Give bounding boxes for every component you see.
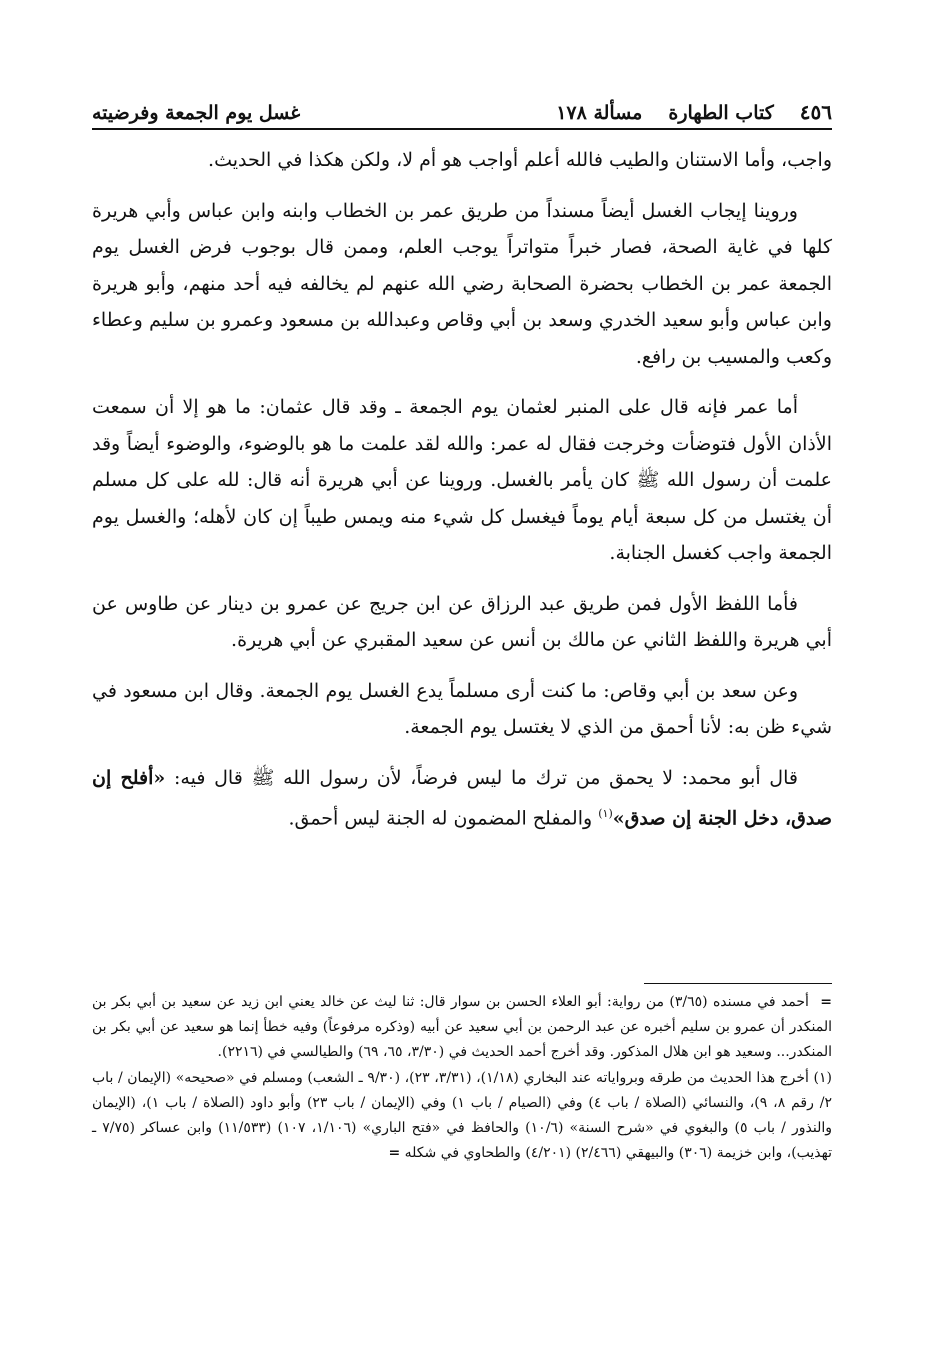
- footnote-1-continuation-mark: =: [388, 1145, 401, 1162]
- paragraph-3: أما عمر فإنه قال على المنبر لعثمان يوم الجمعة ـ وقد قال عثمان: ما هو إلا أن سمعت الأذان الأول فتوضأت وخرجت فقال له عمر: والله لقد علمت ما هو بالوضوء، والوضوء أيضاً وقد علمت أن رسول الله ﷺ كان يأمر بالغسل. وروينا عن أبي هريرة أنه قال: لله على كل مسلم أن يغتسل من كل سبعة أيام يوماً فيغسل كل شيء منه ويمس طيباً إن كان لأهله؛ والغسل يوم الجمعة واجب كغسل الجنابة.: [92, 396, 832, 564]
- footnote-continued: [92, 990, 832, 1066]
- running-header: [92, 88, 832, 130]
- paragraph-1: واجب، وأما الاستنان والطيب فالله أعلم أواجب هو أم لا، ولكن هكذا في الحديث.: [208, 149, 832, 171]
- book-title: كتاب الطهارة: [668, 102, 774, 124]
- paragraph-5: وعن سعد بن أبي وقاص: ما كنت أرى مسلماً يدع الغسل يوم الجمعة. وقال ابن مسعود في شيء ظن به: لأنا أحمق من الذي لا يغتسل يوم الجمعة.: [92, 679, 832, 738]
- hadith-quote: «أفلح إن صدق، دخل الجنة إن صدق»: [92, 766, 832, 830]
- footnote-1-number: (١): [813, 1069, 832, 1086]
- footnote-1-text: أخرج هذا الحديث من طرقه وبرواياته عند البخاري (١/١٨)، (٣/٣١، ٢٣)، (٩/٣٠ ـ الشعب) ومسلم في «صحيحه» (الإيمان / باب ٢/ رقم ٨، ٩)، والنسائي (الصلاة / باب ٤) وفي (الصيام / باب ١) وفي (الإيمان / باب ٢٣) وأبو داود (الصلاة / باب ١)، (الإيمان والنذور / باب ٥) والبغوي في «شرح السنة» (١٠/٦) والحافظ في «فتح الباري» (١/١٠٦، ١٠٧) (١١/٥٣٣) وابن عساكر (٧/٧٥ ـ تهذيب)، وابن خزيمة (٣٠٦) والبيهقي (٢/٤٦٦) (٤/٢٠١) والطحاوي في شكله: [92, 1069, 833, 1162]
- footnote-1: [92, 1066, 832, 1167]
- header-right: [556, 100, 832, 124]
- footnote-continued-text: أحمد في مسنده (٣/٦٥) من رواية: أبو العلاء الحسن بن سوار قال: ثنا ليث عن خالد يعني ابن زيد عن سعيد بن أبي بكر بن المنكدر أن عمرو بن سليم أخبره عن عبد الرحمن بن أبي سعيد عن أبيه (وذكره مرفوعاً) وفيه خطأ إنما هو سعيد عن أبي بكر بن المنكدر... وسعيد هو ابن هلال المذكور. وقد أخرج أحمد الحديث في (٣/٣٠، ٦٥، ٦٩) والطيالسي في (٢٢١٦).: [92, 994, 832, 1061]
- footnote-ref-1[interactable]: (١): [598, 807, 613, 820]
- footnote-divider: [644, 983, 832, 984]
- paragraph-2: وروينا إيجاب الغسل أيضاً مسنداً من طريق عمر بن الخطاب وابنه وابن عباس وأبي هريرة كلها في غاية الصحة، فصار خبراً متواتراً يوجب العلم، وممن قال بوجوب فرض الغسل يوم الجمعة عمر بن الخطاب بحضرة الصحابة رضي الله عنهم لم يخالفه فيه أحد منهم، وأبو هريرة وابن عباس وأبو سعيد الخدري وسعد بن أبي وقاص وعبدالله بن مسعود وعمرو بن سليم وعطاء وكعب والمسيب بن رافع.: [92, 199, 832, 368]
- paragraph-6-outro: والمفلح المضمون له الجنة ليس أحمق.: [288, 807, 593, 830]
- continuation-mark: =: [820, 994, 833, 1010]
- paragraph-6: [92, 760, 832, 837]
- issue-number: مسألة ١٧٨: [556, 102, 643, 124]
- paragraph-6-intro: قال أبو محمد: لا يحمق من ترك ما ليس فرضاً، لأن رسول الله ﷺ قال فيه:: [174, 766, 798, 789]
- main-text: [92, 142, 832, 851]
- chapter-topic: غسل يوم الجمعة وفرضيته: [92, 102, 301, 124]
- page-number: ٤٥٦: [799, 100, 832, 124]
- paragraph-4: فأما اللفظ الأول فمن طريق عبد الرزاق عن ابن جريج عن عمرو بن دينار عن طاوس عن أبي هريرة واللفظ الثاني عن مالك بن أنس عن سعيد المقبري عن أبي هريرة.: [92, 592, 832, 651]
- footnotes: [92, 990, 832, 1166]
